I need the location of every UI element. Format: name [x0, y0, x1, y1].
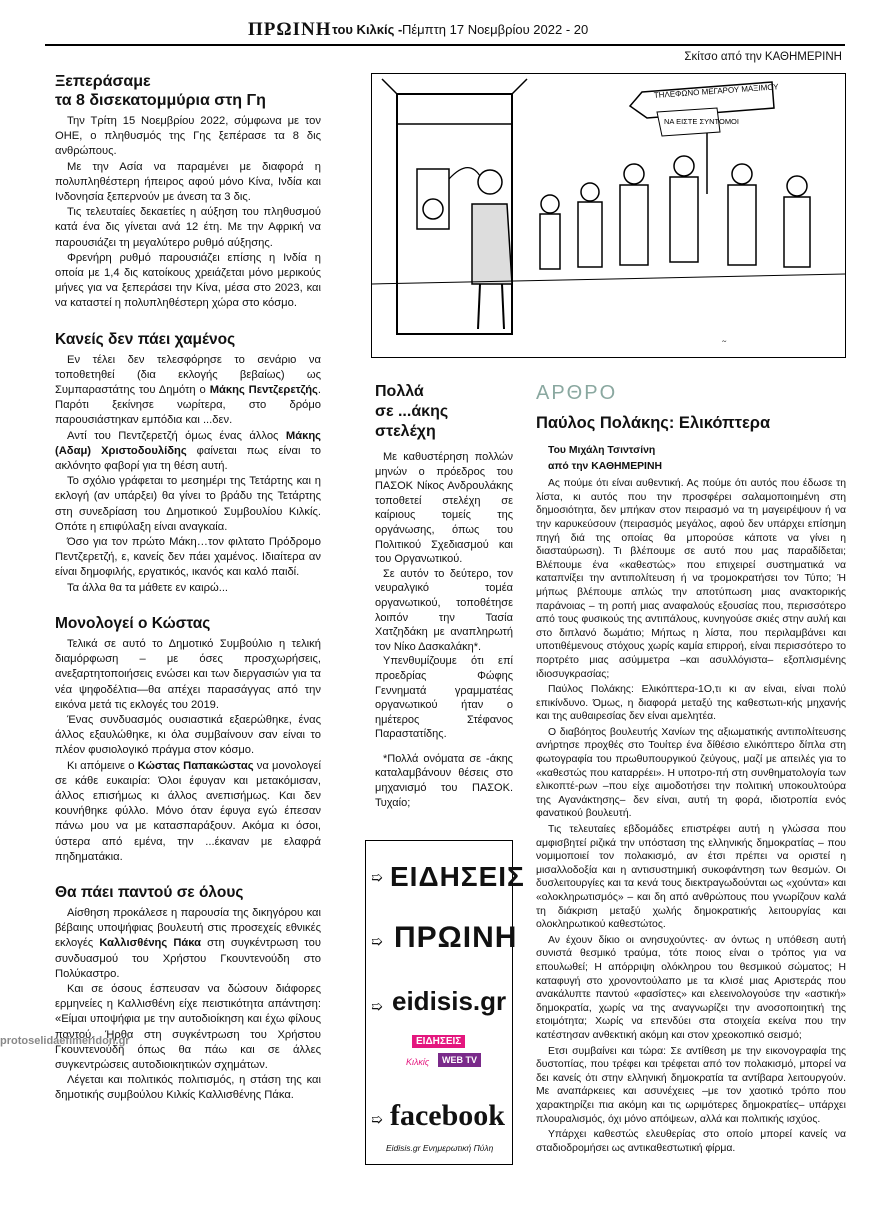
paragraph: Φρενήρη ρυθμό παρουσιάζει επίσης η Ινδία η οποία με 1,4 δις κατοίκους χρειάζεται μόνο μερικούς μήνες για να ξεπεράσει την Κίνα, μέσα στο 2023, και να καταστεί η πολυπληθέστερη χώρα στο κόσμο. [55, 251, 321, 310]
webtv-logo-top: ΕΙΔΗΣΕΙΣ [412, 1035, 465, 1048]
paragraph: Την Τρίτη 15 Νοεμβρίου 2022, σύμφωνα με τον ΟΗΕ, ο πληθυσμός της Γης ξεπέρασε τα 8 δις ανθρώπους. [55, 115, 321, 158]
paragraph: Το σχόλιο γράφεται το μεσημέρι της Τετάρτης και η εκλογή (αν υπάρξει) θα γίνει το βράδυ της Τετάρτης στη συνεδρίαση του Δημοτικού Συμβουλίου Κιλκίς. Οπότε η επιφύλαξη είναι αναγκαία. [55, 475, 321, 533]
section-label: ΑΡΘΡΟ [536, 382, 618, 404]
paragraph: Τις τελευταίες δεκαετίες η αύξηση του πληθυσμού κατά ένα δις γίνεται ανά 12 έτη. Με την Αφρική να παρουσιάζει τη μεγαλύτερο ρυθμό αύξησης. [55, 206, 321, 249]
ad-news-label: ΕΙΔΗΣΕΙΣ [390, 861, 525, 892]
article-title [55, 72, 321, 110]
paragraph: Κι απόμεινε ο Κώστας Παπακώστας να μονολογεί σε κάθε ευκαιρία: Όλοι έφυγαν και μετακόμισαν, άλλος επισήμως κι άλλος ανεπισήμως. Και δεν κουνήθηκε φύλλο. Μόνο όταν έφυγα εγώ έπεσαν πάνω μου να με κατασπαράξουν. Ακόμα κι όσοι, ύστερα από εμένα, την ...έκαναν με ελαφρά πηδηματάκια. [55, 759, 321, 863]
cartoon-credit: Σκίτσο από την ΚΑΘΗΜΕΡΙΝΗ [684, 51, 842, 63]
masthead-title: ΠΡΩΙΝΗ [248, 19, 332, 40]
paragraph: Αντί του Πεντζερετζή όμως ένας άλλος Μάκης (Αδαμ) Χριστοδουλίδης φαίνεται πως είναι το ακλόνητο φαβορί για τη θέση αυτή. [55, 429, 322, 473]
article-title: Πολλά σε ...άκης στελέχη [375, 383, 449, 440]
arrow-icon: ➯ [371, 998, 383, 1014]
paragraph: Ετσι συμβαίνει και τώρα: Σε αντίθεση με την εικονογραφία της δυστοπίας, που τρέφει και τρέφεται από τον πολακισμό, μπορεί να δει κανείς ότι στην ελληνική δημοκρατία τα αντίβαρα λειτουργούν. Με αναπάρκειες και ασυνέχειες –με τον χαοτικό τρόπο που χαρακτηρίζει πια ακόμη και τις ωριμότερες δημοκρατίες– υπάρχει πλουραλισμός, όχι μόνο απόψεων, αλλά και πολιτικής ισχύος. [536, 1045, 846, 1125]
paragraph: Με καθυστέρηση πολλών μηνών ο πρόεδρος του ΠΑΣΟΚ Νίκος Ανδρουλάκης τοποθετεί στελέχη σε καίριους τομείς της οργάνωσης, όπως του Πολιτικού Σχεδιασμού και του Οργανωτικού. [375, 451, 513, 566]
paragraph: Υπενθυμίζουμε ότι επί προεδρίας Φώφης Γεννηματά γραμματέας οργανωτικού ήταν ο ημέτερος Στέφανος Παραστατίδης. [375, 655, 513, 741]
paragraph: Εν τέλει δεν τελεσφόρησε το σενάριο να τοποθετηθεί (δια εκλογής βεβαίως) ως Συμπαραστάτης του Δημότη ο Μάκης Πεντζερετζής. Παρότι ξεκίνησε νωρίτερα, στο δρόμο παρουσιάστηκαν εμπόδια και ...δεν. [55, 353, 321, 427]
paragraph: Ο διαβόητος βουλευτής Χανίων της αξιωματικής αντιπολίτευσης ανήρτησε προχθές στο Τουίτερ ένα δίθέσιο ελικόπτερο δίπλα στη φωτογραφία του πρωθυπουργικού ζεύγους, μαζί με απειλές για το «καθεστώς που καταρρέει». Η υποτρο-πή στη συνθηματολογία των ελικοπτέ-ρων –που είχε αιμοδοτήσει την πολιτική υποκουλτούρα της Αγανάκτησης– δεν είναι, αυτή τη φορά, ιδιοτροπία ενός φανατικού βουλευτή. [536, 726, 846, 820]
paragraph: *Πολλά ονόματα σε -άκης καταλαμβάνουν θέσεις στο μηχανισμό του ΠΑΣΟΚ. Τυχαίο; [375, 752, 513, 809]
article-title: Θα πάει παντού σε όλους [55, 883, 244, 901]
ad-footer: Eidisis.gr Ενημερωτική Πύλη [386, 1143, 494, 1153]
article-kostas [55, 614, 321, 865]
issue-date: Πέμπτη 17 Νοεμβρίου 2022 - 20 [402, 22, 589, 37]
article-title: Κανείς δεν πάει χαμένος [55, 330, 236, 348]
paragraph: Ένας συνδυασμός ουσιαστικά εξαερώθηκε, ένας άλλος εξαυλώθηκε, κι όλα συμβαίνουν σαν είναι το πλέον φυσιολογικό πράγμα στον κόσμο. [55, 713, 321, 757]
page-header [0, 0, 886, 46]
svg-text:~: ~ [722, 337, 727, 346]
cartoon-drawing [372, 74, 846, 358]
article-title: Παύλος Πολάκης: Ελικόπτερα [536, 414, 771, 432]
webtv-logo[interactable] [406, 1033, 496, 1085]
byline: από την ΚΑΘΗΜΕΡΙΝΗ [548, 460, 662, 472]
paragraph: Και σε όσους έσπευσαν να δώσουν διάφορες ερμηνείες η Καλλισθένη είχε πειστικότητα απάντηση: «Είμαι υποψήφια με την αυτοδιοίκηση και έχω φίλους παντού. Ήρθα στη συγκέντρωση του Χρήστου Γκουντενούδη όπως θα πάω και σε άλλες συγκεντρώσεις αυτοδιοικητικών σχημάτων. [55, 982, 321, 1071]
article-nobody-lost [55, 330, 321, 596]
paragraph: Τελικά σε αυτό το Δημοτικό Συμβούλιο η τελική διαμόρφωση – με όσες προσχωρήσεις, ανεξαρτητοποιήσεις ενώσει και των διεργασιών για τα νέα ψηφοδέλτια—θα απέχει παρασάγγας από την εικόνα μετά τις εκλογές του 2019. [55, 637, 321, 711]
paragraph: Με την Ασία να παραμένει με διαφορά η πολυπληθέστερη ήπειρος αφού μόνο Κίνα, Ινδία και Ινδονησία ξεπερνούν με άνεση τα 3 δις. [55, 160, 321, 204]
arrow-icon: ➯ [371, 1111, 383, 1127]
paragraph: Όσο για τον πρώτο Μάκη…τον φιλτατο Πρόδρομο Πεντζερετζή, ε, κανείς δεν πάει χαμένος. Ιδιαίτερα αν είναι δημοφιλής, εργατικός, ικανός και καλό παιδί. [55, 536, 321, 579]
ad-facebook-link[interactable]: facebook [390, 1099, 505, 1132]
middle-column [375, 382, 513, 810]
paragraph: Τα άλλα θα τα μάθετε εν καιρώ... [67, 581, 229, 594]
webtv-logo-badge: WEB TV [438, 1053, 481, 1067]
article-title: Μονολογεί ο Κώστας [55, 614, 211, 632]
ad-website-link[interactable]: eidisis.gr [392, 986, 507, 1016]
left-column [55, 72, 321, 1122]
right-column [536, 444, 846, 1157]
article-everywhere [55, 883, 321, 1104]
paragraph: Αν έχουν δίκιο οι ανησυχούντες· αν όντως η υπόθεση αυτή συνιστά θεσμικό τραύμα, τότε ποιος είναι ο τρόπος για να επουλωθεί; Η απόρριψη ολόκληρου του θεσμικού σώματος; Η καταφυγή στο χρονοντούλαπο με τα κλισέ μιας Αριστεράς που ανακάλυπτε παντού «φασίστες» και ελεεινολογούσε την «αστική» δημοκρατία, χωρίς να της αναγνωρίζει την ανοσοποιητική της ετοιμότητα; Χωρίς να επενδύει στα στοιχεία εκείνα που την κατέστησαν ανθεκτική ακόμη και στον χρεοκοπικό σεισμό; [536, 934, 846, 1041]
paragraph: Τις τελευταίες εβδομάδες επιστρέφει αυτή η γλώσσα που αμφισβητεί ριζικά την υπόσταση της ελληνικής δημοκρατίας – που νομιμοποιεί τον πολακισμό, αν έτσι πρέπει να οριστεί η μισαλλοδοξία και η αντισυστημική συκοφάντηση των θεσμών. Οι δυσλειτουργίες και τα κενά τους διεκτραγωδούνται ως «χούντα» και «ολοκληρωτισμός» – και δη από ανθρώπους που γνωρίζουν καλά τη διάκριση μεταξύ χωλής δημοκρατικής λειτουργίας και ολοκληρωτικού καθεστώτος. [536, 824, 846, 931]
ad-proini-label: ΠΡΩΙΝΗ [394, 921, 518, 954]
arrow-icon: ➯ [371, 933, 383, 949]
paragraph: Ας πούμε ότι είναι αυθεντική. Ας πούμε ότι αυτός που έδωσε τη λίστα, κι αυτός που την προσφέρει σαλαμοποιημένη στη δημοσιότητα, δεν μπήκαν στον πειρασμό να τη μαγειρέψουν ή να την καρυκεύσουν (πειρασμός μεγάλος, αφού δεν υπάρχει επίσημη πηγή διά της οποίας θα μπορούσε κάποτε να γίνει η διασταύρωση). Τι βλέπουμε σε αυτό που μας παραδίδεται; Βλέπουμε ένα «καθεστώς» που επιχειρεί συστηματικά να καταπνίξει την αντιπολίτευση ή να τρομοκρατήσει τον Τύπο; Ή μήπως βλέπουμε απλώς την αποτύπωση μιας ανακτορικής παράνοιας – τη ροπή μιας αναφαλούς εξουσίας που, περισσότερο από τους φυσικούς της αντιπάλους, κυνηγούσε σκιές στην αυλή και στο διπλανό δωμάτιο; Μήπως η λίστα, που περιλαμβάνει και υποτιθέμενους στόχους χωρίς καμία επιρροή, είναι περισσότερο το πορτρέτο μιας ασύμμετρα –και ασυλλόγιστα– εξοπλισμένης ιδιοσυγκρασίας; [536, 478, 846, 680]
byline: Του Μιχάλη Τσιντσίνη [548, 445, 656, 456]
cartoon-speech: ΝΑ ΕΙΣΤΕ ΣΥΝΤΟΜΟΙ [664, 117, 739, 126]
header-divider [45, 44, 845, 46]
paragraph: Λέγεται και πολιτικός πολιτισμός, η στάση της και δημοτικής συμβούλου Κιλκίς Καλλισθένης Πάκα. [55, 1074, 321, 1102]
paragraph: Αίσθηση προκάλεσε η παρουσία της δικηγόρου και βέβαιης υποψήφιας βουλευτή στις προσεχείς εθνικές εκλογές Καλλισθένης Πάκα στη συγκέντρωση του συνδυασμού του Χρήστου Γκουντενούδη στο Πολύκαστρο. [55, 906, 321, 980]
paragraph: Υπάρχει καθεστώς ελευθερίας στο οποίο μπορεί κανείς να σταδιοδρομήσει ως αντικαθεστωτική φίρμα. [536, 1129, 846, 1154]
editorial-cartoon [371, 73, 846, 358]
article-population [55, 72, 321, 312]
cartoon-sign-label: ΤΗΛΕΦΩΝΟ ΜΕΓΑΡΟΥ ΜΑΞΙΜΟΥ [653, 82, 779, 100]
title-line: τα 8 δισεκατομμύρια στη Γη [55, 92, 266, 109]
paragraph: Σε αυτόν το δεύτερο, τον νευραλγικό τομέα οργανωτικού, τοποθέτησε λοιπόν την Τασία Χατζηδάκη με αναπληρωτή τον Νίκο Δασκαλάκη*. [375, 567, 513, 653]
promo-ad[interactable] [365, 840, 525, 1165]
masthead-subtitle: του Κιλκίς - [332, 22, 403, 37]
title-line: Ξεπεράσαμε [55, 73, 151, 90]
paragraph: Παύλος Πολάκης: Ελικόπτερα-1Ο,τι κι αν είναι, είναι πολύ επικίνδυνο. Όμως, η διαφορά μεταξύ της καθεστωτι-κής μηχανής και της αυθαιρεσίας δεν είναι αμελητέα. [536, 684, 846, 723]
webtv-logo-city: Κιλκίς [406, 1057, 430, 1067]
watermark: protoselidaefimeridon.gr [0, 1035, 130, 1047]
arrow-icon: ➯ [371, 869, 383, 885]
